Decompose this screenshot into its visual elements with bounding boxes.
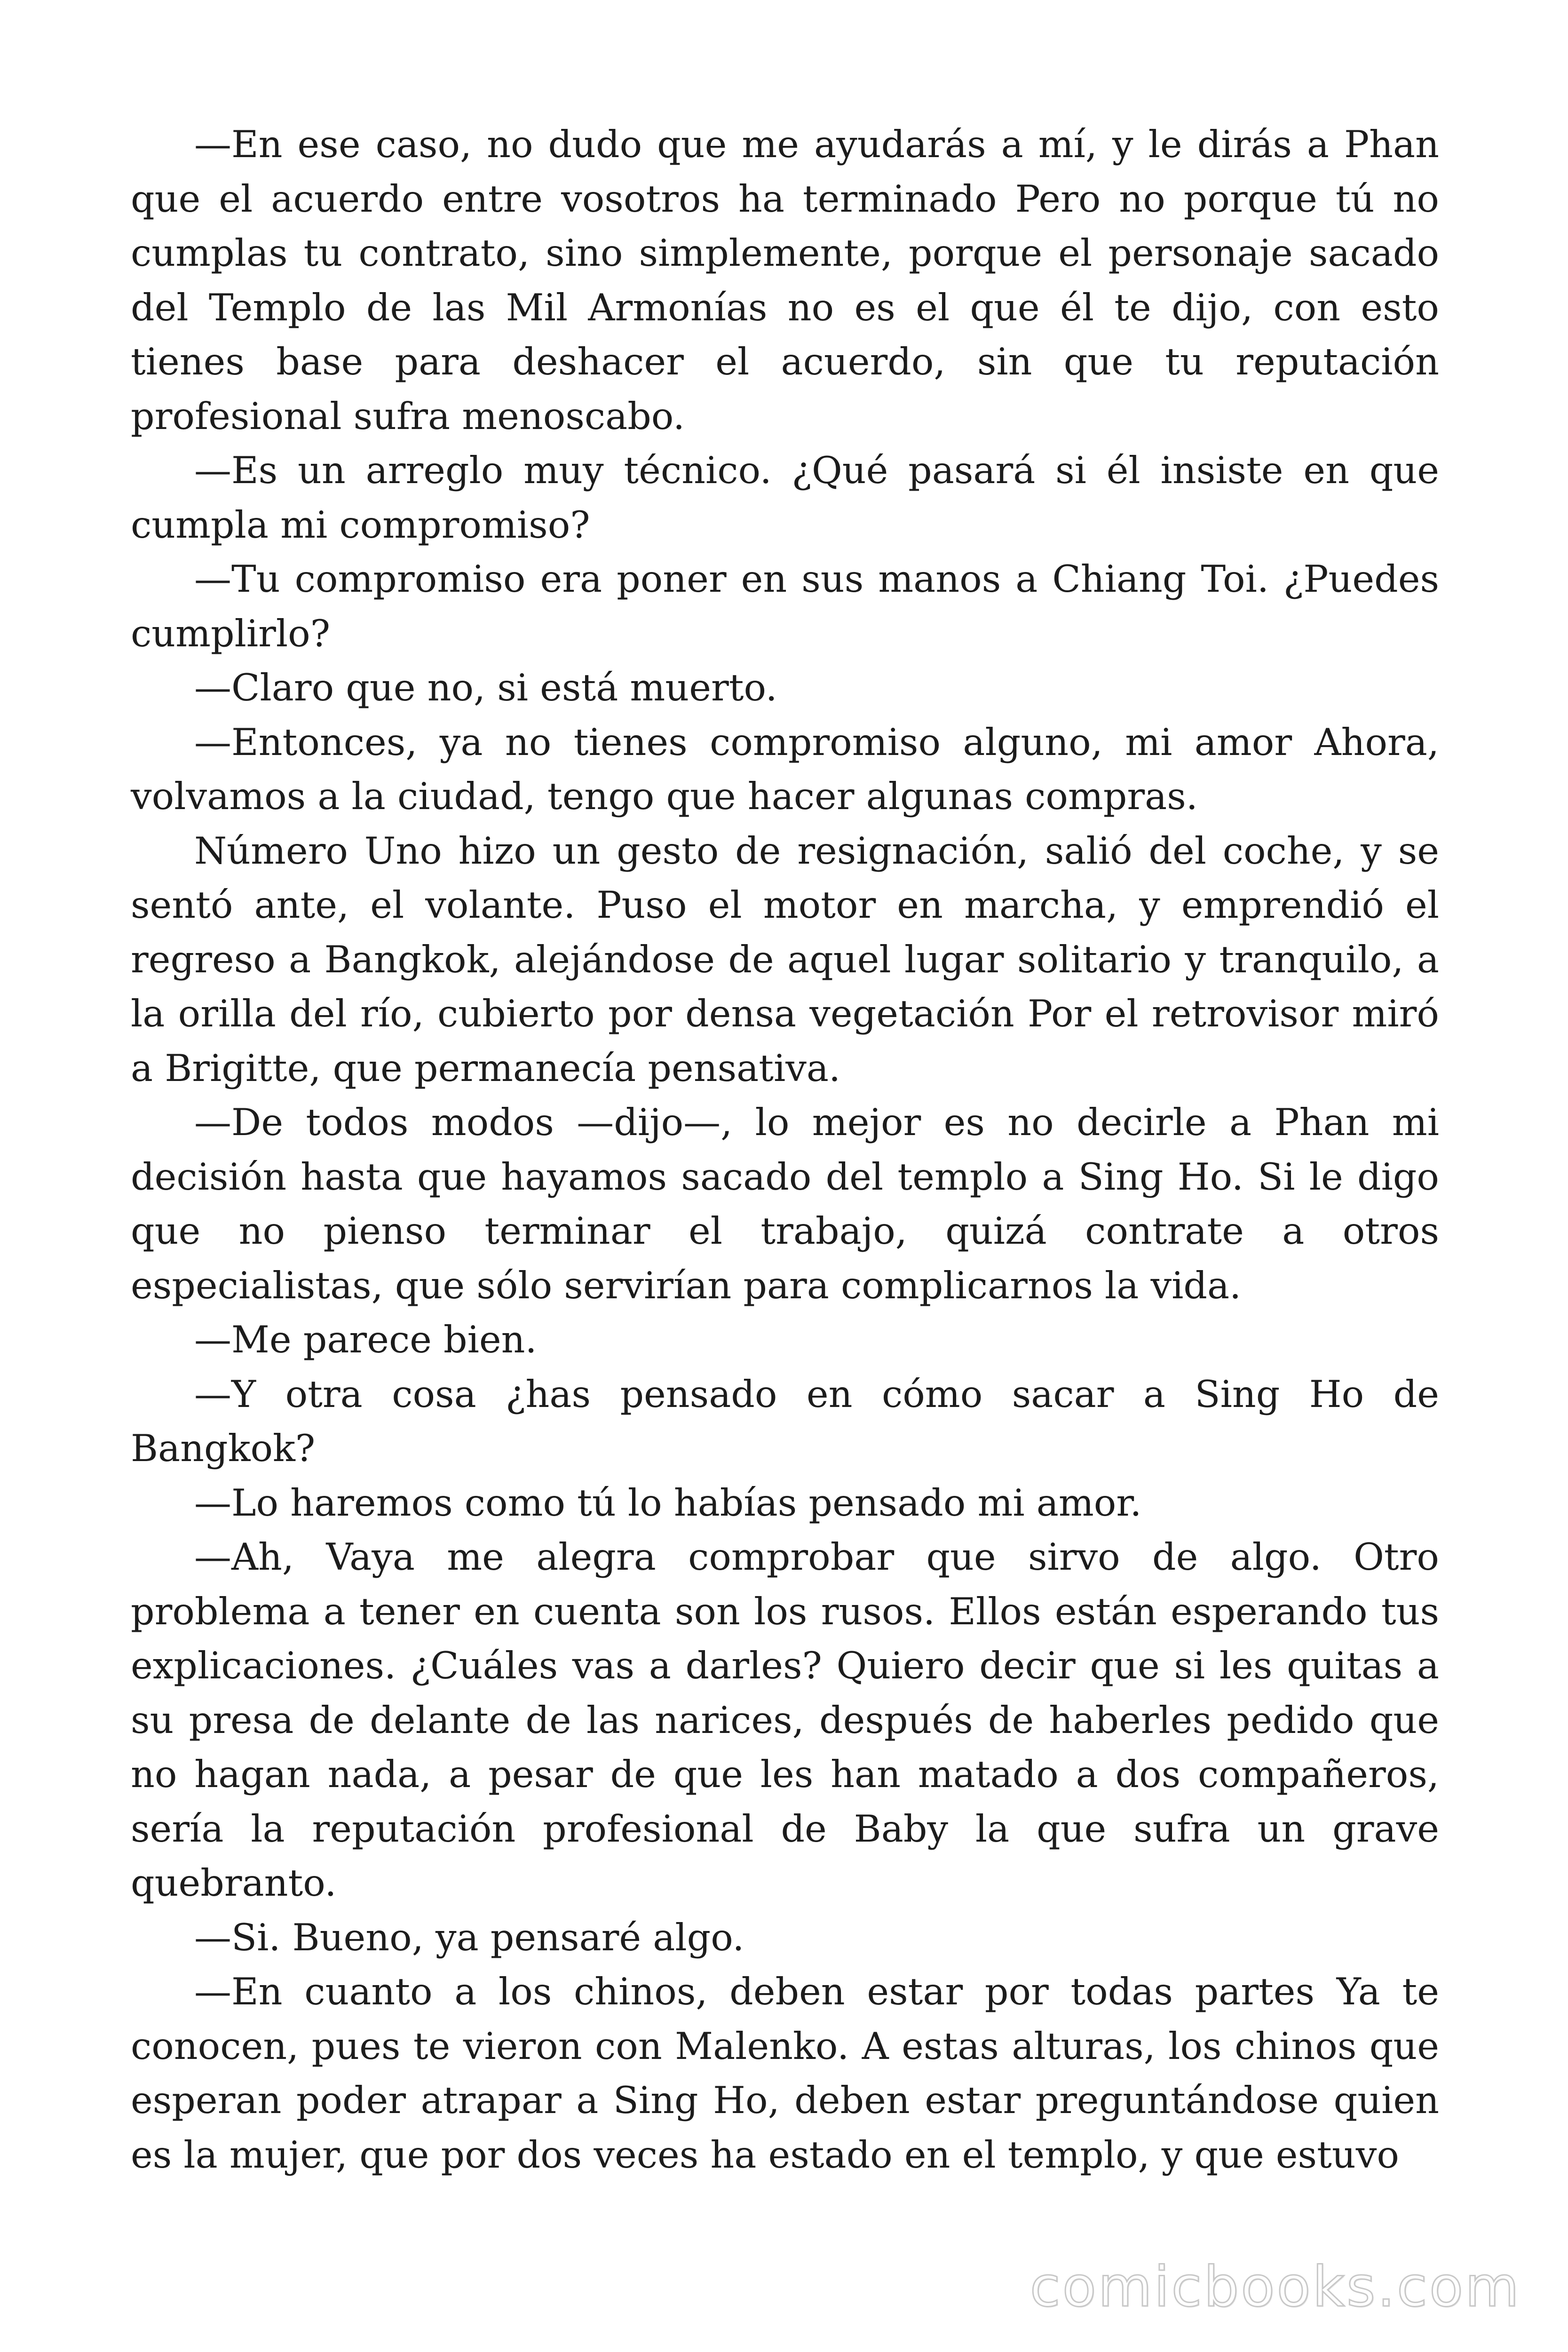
paragraph: —Si. Bueno, ya pensaré algo. xyxy=(194,1915,744,1959)
paragraph: Número Uno hizo un gesto de resignación, salió del coche, y se sentó ante, el volante. Puso el motor en marcha, y emprendió el regreso a Bangkok, alejándose de aquel lugar solitario y tranquilo, a la orilla del río, cubierto por densa vegetación Por el retrovisor miró a Brigitte, que permanecía pensativa. xyxy=(131,829,1439,1090)
body-text xyxy=(131,118,1439,2182)
paragraph: —Tu compromiso era poner en sus manos a Chiang Toi. ¿Puedes cumplirlo? xyxy=(131,557,1439,655)
paragraph: —Es un arreglo muy técnico. ¿Qué pasará si él insiste en que cumpla mi compromiso? xyxy=(131,449,1439,547)
paragraph: —Y otra cosa ¿has pensado en cómo sacar a Sing Ho de Bangkok? xyxy=(131,1372,1439,1470)
paragraph: —Ah, Vaya me alegra comprobar que sirvo de algo. Otro problema a tener en cuenta son los rusos. Ellos están esperando tus explicaciones. ¿Cuáles vas a darles? Quiero decir que si les quitas a su presa de delante de las narices, después de haberles pedido que no hagan nada, a pesar de que les han matado a dos compañeros, sería la reputación profesional de Baby la que sufra un grave quebranto. xyxy=(131,1535,1439,1905)
paragraph: —En cuanto a los chinos, deben estar por todas partes Ya te conocen, pues te vieron con Malenko. A estas alturas, los chinos que esperan poder atrapar a Sing Ho, deben estar preguntándose quien es la mujer, que por dos veces ha estado en el templo, y que estuvo xyxy=(131,1970,1439,2177)
paragraph: —Entonces, ya no tienes compromiso alguno, mi amor Ahora, volvamos a la ciudad, tengo que hacer algunas compras. xyxy=(131,720,1439,818)
paragraph: —Lo haremos como tú lo habías pensado mi amor. xyxy=(194,1481,1142,1525)
paragraph: —De todos modos —dijo—, lo mejor es no decirle a Phan mi decisión hasta que hayamos sacado del templo a Sing Ho. Si le digo que no pienso terminar el trabajo, quizá contrate a otros especialistas, que sólo servirían para complicarnos la vida. xyxy=(131,1101,1439,1307)
paragraph: —En ese caso, no dudo que me ayudarás a mí, y le dirás a Phan que el acuerdo entre vosotros ha terminado Pero no porque tú no cumplas tu contrato, sino simplemente, porque el personaje sacado del Templo de las Mil Armonías no es el que él te dijo, con esto tienes base para deshacer el acuerdo, sin que tu reputación profesional sufra menoscabo. xyxy=(131,123,1439,438)
paragraph: —Claro que no, si está muerto. xyxy=(194,666,777,709)
paragraph: —Me parece bien. xyxy=(194,1318,537,1361)
watermark: comicbooks.com xyxy=(1029,2254,1521,2319)
